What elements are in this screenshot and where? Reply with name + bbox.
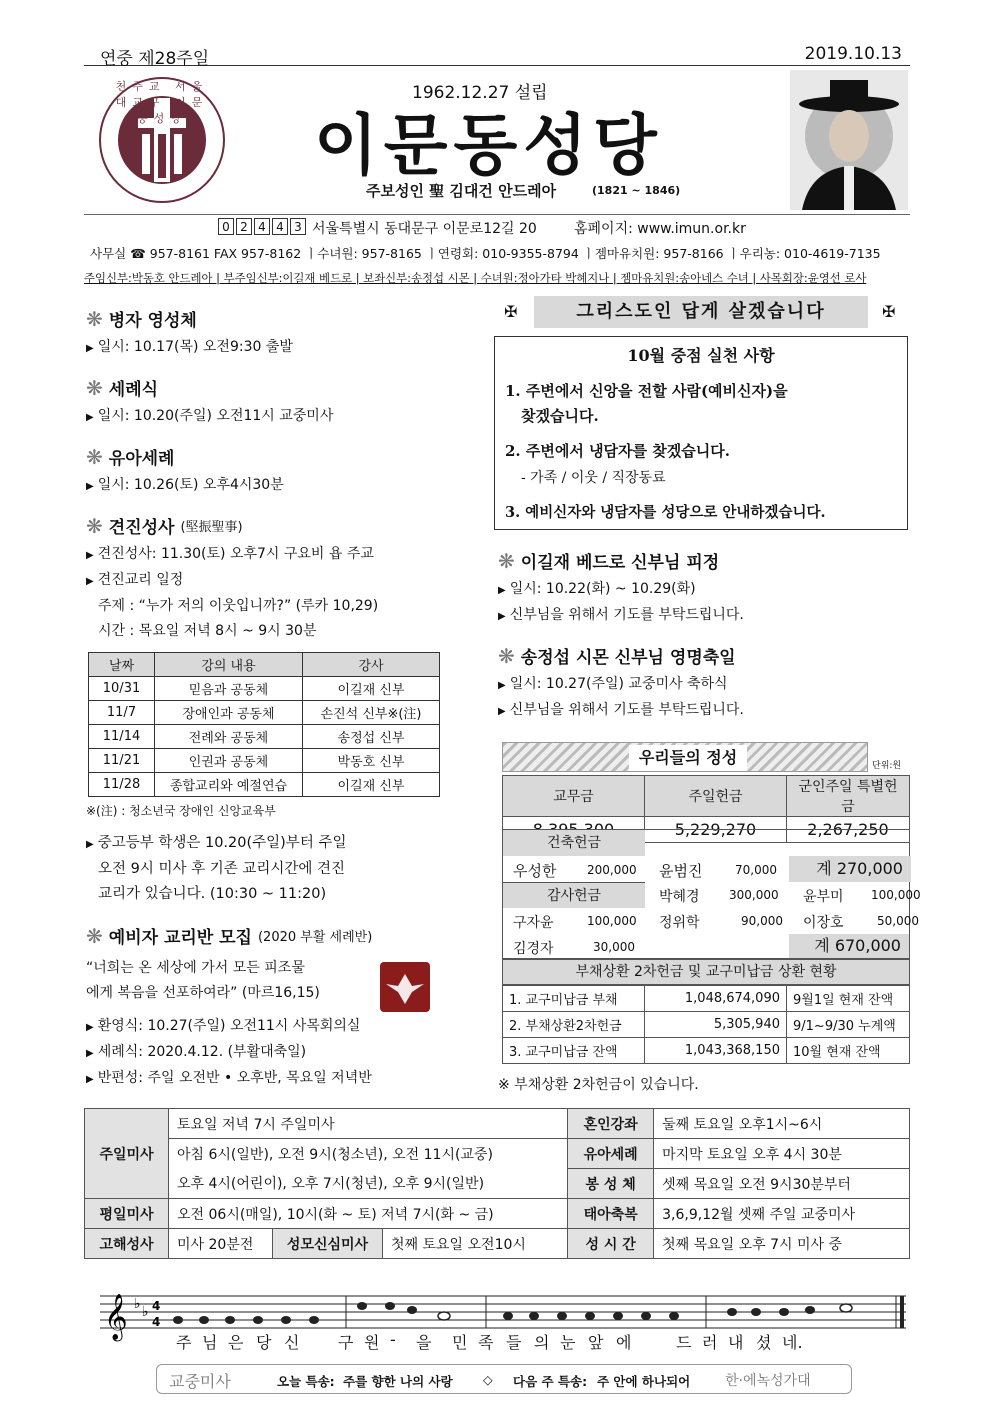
lyric-syllable: 은 bbox=[228, 1333, 244, 1352]
table-row: 3. 교구미납금 잔액 1,043,368,150 10월 현재 잔액 bbox=[503, 1038, 910, 1064]
section-mark-icon: ❋ bbox=[86, 513, 103, 538]
catechumen-title: ❋ 예비자 교리반 모집 (2020 부활 세례반) bbox=[86, 923, 373, 948]
catechumen-line1: 환영식: 10.27(주일) 오전11시 사목회의실 bbox=[97, 1018, 361, 1034]
lyric-syllable: 내 bbox=[728, 1333, 744, 1352]
table-row: 11/21 인권과 공동체 박동호 신부 bbox=[89, 749, 440, 773]
dove-icon bbox=[380, 962, 430, 1012]
header-bar bbox=[84, 44, 910, 69]
patron-saint: 주보성인 聖 김대건 안드레아 bbox=[366, 182, 557, 200]
lyric-syllable: 구 bbox=[338, 1333, 354, 1352]
confirm-line2: 견진교리 일정 bbox=[97, 572, 184, 588]
catechumen-line2: 세례식: 2020.4.12. (부활대축일) bbox=[97, 1044, 307, 1060]
section-mark-icon: ❋ bbox=[86, 375, 103, 400]
svg-text:4: 4 bbox=[152, 1299, 161, 1313]
lyric-syllable: 눈 bbox=[560, 1333, 576, 1352]
confirm-line1: 견진성사: 11.30(토) 오후7시 구요비 욥 주교 bbox=[97, 546, 374, 562]
choir-name: 한·에녹성가대 bbox=[725, 1373, 811, 1389]
vacation-title: ❋ 이길재 베드로 신부님 피정 bbox=[498, 548, 720, 573]
lyric-syllable: 을 bbox=[416, 1333, 432, 1352]
lyric-syllable: 원 bbox=[364, 1333, 380, 1352]
banner-text: 그리스도인 답게 살겠습니다 bbox=[534, 296, 868, 328]
footer-label: 교중미사 bbox=[169, 1372, 231, 1391]
table-row: 2. 부채상환2차헌금 5,305,940 9/1~9/30 누계액 bbox=[503, 1012, 910, 1038]
week-label: 연중 제28주일 bbox=[100, 49, 210, 69]
banner bbox=[498, 296, 910, 328]
homepage: 홈페이지: www.imun.or.kr bbox=[574, 221, 746, 237]
offering-banner bbox=[502, 742, 868, 772]
debt-title: 부채상환 2차헌금 및 교구미납금 상환 현황 bbox=[502, 959, 910, 985]
lyric-syllable: 주 bbox=[176, 1333, 192, 1352]
staff-list: 주임신부:박동호 안드레아 | 부주임신부:이길재 베드로 | 보좌신부:송정섭 시몬 | 수녀원:정아가타 박혜지나 | 젬마유치원:송아네스 수녀 | 사목회장:윤영선 로사 bbox=[84, 271, 867, 285]
sick-date: 일시: 10.17(목) 오전9:30 출발 bbox=[97, 339, 293, 355]
infant-date: 일시: 10.26(토) 오후4시30분 bbox=[97, 477, 284, 493]
lyric-syllable: 러 bbox=[702, 1333, 718, 1352]
lyric-syllable: 앞 bbox=[588, 1333, 604, 1352]
lyric-syllable: 민 bbox=[452, 1333, 468, 1352]
svg-text:4: 4 bbox=[152, 1315, 161, 1329]
section-mark-icon: ❋ bbox=[498, 643, 515, 668]
youth-line2: 오전 9시 미사 후 기존 교리시간에 견진 bbox=[98, 861, 345, 877]
practice-title: 10월 중점 실천 사항 bbox=[627, 346, 775, 365]
confirm-time: 시간 : 목요일 저녁 8시 ~ 9시 30분 bbox=[98, 623, 317, 639]
patron-portrait bbox=[790, 70, 908, 210]
section-mark-icon: ❋ bbox=[86, 923, 103, 948]
youth-line3: 교리가 있습니다. (10:30 ~ 11:20) bbox=[98, 886, 327, 902]
lyric-syllable: 에 bbox=[616, 1333, 632, 1352]
svg-text:♭: ♭ bbox=[134, 1296, 141, 1312]
next-hymn: 주 안에 하나되어 bbox=[597, 1374, 691, 1389]
quote-line1: “너희는 온 세상에 가서 모든 피조물 bbox=[86, 960, 305, 976]
table-row: 11/14 전례와 공동체 송정섭 신부 bbox=[89, 725, 440, 749]
youth-line1: 중고등부 학생은 10.20(주일)부터 주일 bbox=[97, 835, 347, 851]
lyric-syllable: 드 bbox=[676, 1333, 692, 1352]
section-mark-icon: ❋ bbox=[498, 548, 515, 573]
founded-date: 1962.12.27 설립 bbox=[412, 83, 548, 103]
contacts: 사무실 ☎ 957-8161 FAX 957-8162 ㅣ수녀원: 957-8165 ㅣ연령회: 010-9355-8794 ㅣ젬마유치원: 957-8166 ㅣ우리농: 010-4619-7135 bbox=[90, 246, 881, 261]
cross-icon: ✠ bbox=[504, 302, 518, 321]
catechumen-line3: 반편성: 주일 오전반 • 오후반, 목요일 저녁반 bbox=[97, 1070, 372, 1086]
lyric-syllable: 님 bbox=[202, 1333, 218, 1352]
lyric-syllable: 들 bbox=[506, 1333, 522, 1352]
address: 서울특별시 동대문구 이문로12길 20 bbox=[312, 221, 537, 237]
today-hymn: 주를 향한 나의 사랑 bbox=[343, 1374, 453, 1389]
table-row: 10/31 믿음과 공동체 이길재 신부 bbox=[89, 677, 440, 701]
debt-table bbox=[502, 985, 910, 1064]
seal-text: 천주교 서울대교구 이문동성당 bbox=[115, 80, 209, 125]
lecture-note: ※(注) : 청소년국 장애인 신앙교육부 bbox=[86, 804, 276, 818]
infant-title: ❋ 유아세례 bbox=[86, 444, 175, 469]
baptism-date: 일시: 10.20(주일) 오전11시 교중미사 bbox=[97, 408, 334, 424]
lyrics bbox=[176, 1330, 876, 1354]
svg-text:♭: ♭ bbox=[142, 1304, 149, 1320]
lecture-table: 날짜 강의 내용 강사 10/31 믿음과 공동체 이길재 신부 11/7 장애인과 공동체 손진석 신부※(注) 11/14 전례와 공동체 송정섭 신부 11/21 인권과 공동체 박동호 신부 11/28 종합교리와 예절연습 이길재 신부 bbox=[88, 652, 440, 797]
lyric-syllable: 셨 bbox=[756, 1333, 772, 1352]
mass-schedule: 주일미사 토요일 저녁 7시 주일미사 혼인강좌 둘째 토요일 오후1시~6시 아침 6시(일반), 오전 9시(청소년), 오전 11시(교중) 유아세례 마지막 토요일 오후 4시 30분 오후 4시(어린이), 오후 7시(청년), 오후 9시(일반) 봉 성 체 셋째 목요일 오전 9시30분부터 평일미사 오전 06시(매일), 10시(화 ~ 토) 저녁 7시(화 ~ 금) 태아축복 3,6,9,12월 셋째 주일 교중미사 고해성사 미사 20분전 성모신심미사 첫째 토요일 오전10시 성 시 간 첫째 목요일 오후 7시 미사 중 bbox=[84, 1108, 910, 1259]
section-mark-icon: ❋ bbox=[86, 306, 103, 331]
parish-name: 이문동성당 bbox=[314, 107, 663, 184]
postal-code: 0 2 4 4 3 bbox=[218, 218, 306, 235]
lyric-syllable: - bbox=[390, 1330, 396, 1349]
treble-clef-icon: 𝄞 bbox=[104, 1294, 128, 1340]
baptism-title: ❋ 세례식 bbox=[86, 375, 159, 400]
donation-grid: 건축헌금 우성한 200,000 윤범진 70,000 계 270,000 감사헌금 박혜경 300,000 윤부미 100,000 구자윤 100,000 정위학 90,000 이장호 50,000 김경자 30,000 계 670,000 bbox=[502, 829, 910, 959]
practice-box: 10월 중점 실천 사항 1. 주변에서 신앙을 전할 사람(예비신자)을 찾겠습니다. 2. 주변에서 냉담자를 찾겠습니다. - 가족 / 이웃 / 직장동료 3. 예비신자와 냉담자를 성당으로 안내하겠습니다. bbox=[494, 336, 908, 530]
offering-table: 교무금 주일헌금 군인주일 특별헌금 5,229,270 2,267,250 bbox=[502, 775, 910, 843]
left-column: ❋ 병자 영성체 ▶ 일시: 10.17(목) 오전9:30 출발 ❋ 세례식 ▶ 일시: 10.20(주일) 오전11시 교중미사 ❋ 유아세례 ▶ 일시: 10.26(토) 오후4시30분 ❋ 견진성사 (堅振聖事) ▶ 견진성사: 11.30(토) 오후7시 구요비 욥 주교 ▶ 견진교리 일정 주제 : “누가 저의 이웃입니까?” (루카 10,29) 시간 : 목요일 저녁 8시 ~ 9시 30분 bbox=[86, 306, 486, 644]
cross-icon: ✠ bbox=[882, 302, 896, 321]
sick-title: ❋ 병자 영성체 bbox=[86, 306, 197, 331]
offering-title: 우리들의 정성 bbox=[629, 745, 747, 771]
unit-label: 단위:원 bbox=[872, 761, 902, 771]
footer-bar: 교중미사 오늘 특송: 주를 향한 나의 사랑 ◇ 다음 주 특송: 주 안에 하나되어 한·에녹성가대 bbox=[156, 1364, 852, 1394]
lyric-syllable: 당 bbox=[256, 1333, 272, 1352]
lyric-syllable: 신 bbox=[284, 1333, 300, 1352]
section-mark-icon: ❋ bbox=[86, 444, 103, 469]
quote-line2: 에게 복음을 선포하여라” (마르16,15) bbox=[86, 985, 320, 1001]
table-row: 11/28 종합교리와 예절연습 이길재 신부 bbox=[89, 773, 440, 797]
debt-note: ※ 부채상환 2차헌금이 있습니다. bbox=[498, 1077, 699, 1093]
confirm-title: ❋ 견진성사 (堅振聖事) bbox=[86, 513, 243, 538]
patron-years: (1821 ~ 1846) bbox=[592, 184, 681, 197]
lyric-syllable: 의 bbox=[534, 1333, 550, 1352]
confirm-theme: 주제 : “누가 저의 이웃입니까?” (루카 10,29) bbox=[98, 598, 379, 614]
feast-title: ❋ 송정섭 시몬 신부님 영명축일 bbox=[498, 643, 736, 668]
bulletin-date: 2019.10.13 bbox=[804, 44, 902, 64]
table-row: 11/7 장애인과 공동체 손진석 신부※(注) bbox=[89, 701, 440, 725]
lyric-syllable: 족 bbox=[478, 1333, 494, 1352]
table-row: 1. 교구미납금 부채 1,048,674,090 9월1일 현재 잔액 bbox=[503, 986, 910, 1012]
lyric-syllable: 네. bbox=[782, 1333, 803, 1352]
